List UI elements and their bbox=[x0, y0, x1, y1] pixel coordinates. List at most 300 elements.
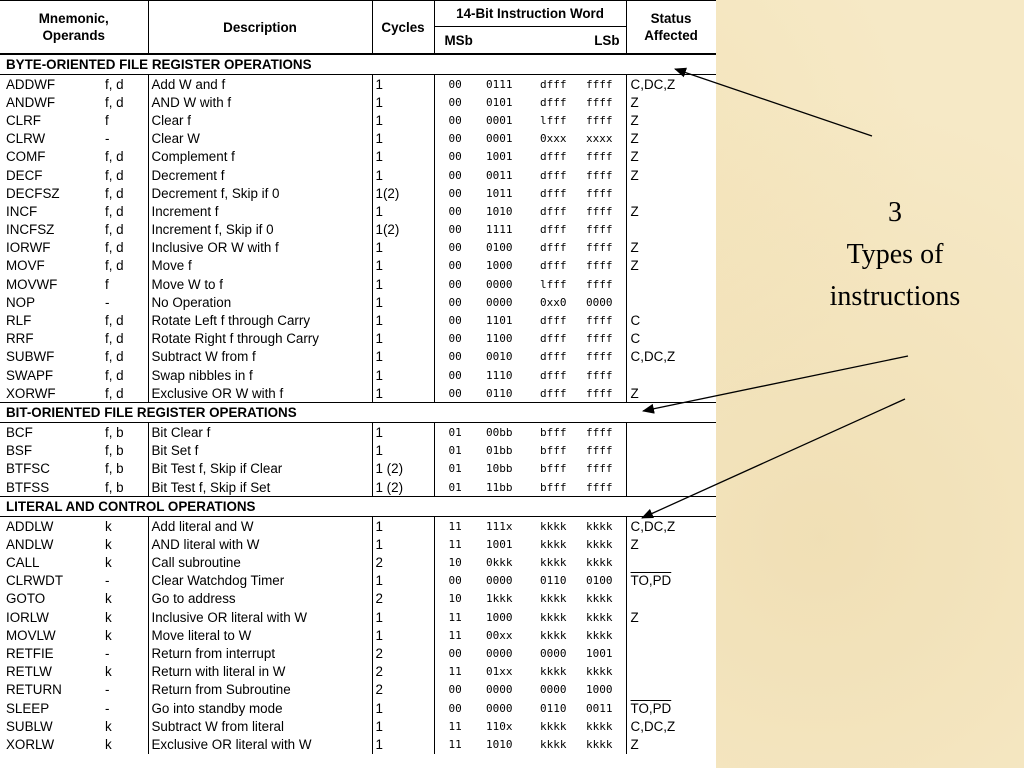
header-mnemonic: Mnemonic, bbox=[38, 11, 109, 26]
annotation-types-of: Types of bbox=[846, 239, 944, 270]
header-cycles: Cycles bbox=[372, 1, 434, 55]
description-cell: Rotate Right f through Carry bbox=[148, 330, 372, 348]
instruction-word-cell: 0000 bbox=[540, 647, 567, 661]
instruction-word-cell: 00 bbox=[448, 132, 462, 146]
instruction-word-cell: 00 bbox=[448, 186, 462, 200]
operands-cell: - bbox=[105, 294, 110, 310]
instruction-word-cell: kkkk bbox=[540, 519, 567, 533]
status-affected-cell: C bbox=[626, 330, 716, 348]
description-cell: Go into standby mode bbox=[148, 699, 372, 717]
cycles-cell: 1 bbox=[372, 608, 434, 626]
instruction-word-cell: 11 bbox=[448, 519, 462, 533]
description-cell: AND literal with W bbox=[148, 535, 372, 553]
section-title: LITERAL AND CONTROL OPERATIONS bbox=[0, 497, 716, 517]
instruction-word-cell: 11bb bbox=[486, 480, 513, 494]
instruction-word-cell: 11 bbox=[448, 737, 462, 751]
instruction-word-cell: 00 bbox=[448, 332, 462, 346]
instruction-word-cell: 00 bbox=[448, 350, 462, 364]
description-cell: Inclusive OR literal with W bbox=[148, 608, 372, 626]
instruction-word-cell: dfff bbox=[540, 150, 567, 164]
mnemonic-cell: XORLW bbox=[6, 736, 55, 752]
description-cell: Bit Test f, Skip if Set bbox=[148, 478, 372, 497]
instruction-word-cell: 11 bbox=[448, 628, 462, 642]
mnemonic-cell: MOVWF bbox=[6, 276, 58, 292]
instruction-word-cell: ffff bbox=[586, 95, 613, 109]
mnemonic-cell: ADDWF bbox=[6, 76, 56, 92]
instruction-word-cell: 1011 bbox=[486, 186, 513, 200]
instruction-word-cell: 00 bbox=[448, 113, 462, 127]
description-cell: Move f bbox=[148, 257, 372, 275]
mnemonic-cell: ANDWF bbox=[6, 94, 56, 110]
annotation-instructions: instructions bbox=[829, 281, 961, 312]
instruction-word-cell: kkkk bbox=[540, 556, 567, 570]
cycles-cell: 1 bbox=[372, 93, 434, 111]
instruction-word-cell: bfff bbox=[540, 425, 567, 439]
instruction-word-cell: 0000 bbox=[486, 701, 513, 715]
status-affected-cell: Z bbox=[626, 202, 716, 220]
operands-cell: k bbox=[105, 536, 112, 552]
cycles-cell: 1 bbox=[372, 75, 434, 94]
header-status: Status bbox=[650, 11, 692, 26]
instruction-word-cell: ffff bbox=[586, 223, 613, 237]
status-affected-cell: C,DC,Z bbox=[626, 517, 716, 536]
instruction-word-cell: 0100 bbox=[586, 574, 613, 588]
mnemonic-cell: MOVF bbox=[6, 258, 45, 274]
cycles-cell: 2 bbox=[372, 681, 434, 699]
operands-cell: f bbox=[105, 112, 109, 128]
instruction-word-cell: 0001 bbox=[486, 132, 513, 146]
status-affected-cell: Z bbox=[626, 93, 716, 111]
cycles-cell: 1 bbox=[372, 626, 434, 644]
mnemonic-cell: BCF bbox=[6, 424, 33, 440]
instruction-word-cell: 11 bbox=[448, 665, 462, 679]
instruction-word-cell: dfff bbox=[540, 168, 567, 182]
status-affected-cell: Z bbox=[626, 257, 716, 275]
instruction-word-cell: kkkk bbox=[540, 610, 567, 624]
status-affected-cell: C bbox=[626, 311, 716, 329]
operands-cell: f, b bbox=[105, 443, 124, 459]
operands-cell: f, d bbox=[105, 331, 124, 347]
mnemonic-cell: CLRF bbox=[6, 112, 41, 128]
instruction-word-cell: 00bb bbox=[486, 425, 513, 439]
status-affected-cell: Z bbox=[626, 384, 716, 403]
cycles-cell: 1 bbox=[372, 442, 434, 460]
status-affected-cell: Z bbox=[626, 608, 716, 626]
instruction-word-cell: 0000 bbox=[486, 277, 513, 291]
instruction-word-cell: ffff bbox=[586, 204, 613, 218]
status-affected-cell: Z bbox=[626, 735, 716, 753]
instruction-word-cell: dfff bbox=[540, 204, 567, 218]
description-cell: Bit Clear f bbox=[148, 423, 372, 442]
instruction-word-cell: 1100 bbox=[486, 332, 513, 346]
instruction-word-cell: 01bb bbox=[486, 444, 513, 458]
section-title: BYTE-ORIENTED FILE REGISTER OPERATIONS bbox=[0, 54, 716, 75]
description-cell: Subtract W from literal bbox=[148, 717, 372, 735]
cycles-cell: 1(2) bbox=[372, 184, 434, 202]
description-cell: AND W with f bbox=[148, 93, 372, 111]
description-cell: Clear W bbox=[148, 130, 372, 148]
instruction-word-cell: 01 bbox=[448, 425, 462, 439]
instruction-word-cell: 00 bbox=[448, 241, 462, 255]
instruction-word-cell: bfff bbox=[540, 444, 567, 458]
instruction-word-cell: 1101 bbox=[486, 314, 513, 328]
instruction-word-cell: kkkk bbox=[586, 628, 613, 642]
mnemonic-cell: CLRWDT bbox=[6, 573, 64, 589]
mnemonic-cell: SWAPF bbox=[6, 367, 54, 383]
instruction-word-cell: ffff bbox=[586, 444, 613, 458]
instruction-word-cell: lfff bbox=[540, 277, 567, 291]
description-cell: Inclusive OR W with f bbox=[148, 239, 372, 257]
operands-cell: - bbox=[105, 131, 110, 147]
instruction-word-cell: 00 bbox=[448, 701, 462, 715]
description-cell: Bit Set f bbox=[148, 442, 372, 460]
annotation-number: 3 bbox=[888, 197, 902, 228]
mnemonic-cell: RETURN bbox=[6, 682, 62, 698]
description-cell: Add W and f bbox=[148, 75, 372, 94]
instruction-word-cell: 00 bbox=[448, 277, 462, 291]
instruction-word-cell: 0000 bbox=[586, 295, 613, 309]
operands-cell: f, d bbox=[105, 76, 124, 92]
instruction-word-cell: 0000 bbox=[540, 683, 567, 697]
description-cell: Return with literal in W bbox=[148, 663, 372, 681]
operands-cell: f, d bbox=[105, 313, 124, 329]
instruction-word-cell: ffff bbox=[586, 386, 613, 400]
instruction-word-cell: kkkk bbox=[586, 737, 613, 751]
description-cell: Exclusive OR literal with W bbox=[148, 735, 372, 753]
instruction-word-cell: ffff bbox=[586, 113, 613, 127]
status-affected-cell: C,DC,Z bbox=[626, 717, 716, 735]
instruction-word-cell: ffff bbox=[586, 480, 613, 494]
instruction-word-cell: 0101 bbox=[486, 95, 513, 109]
instruction-word-cell: 10bb bbox=[486, 462, 513, 476]
instruction-word-cell: 01xx bbox=[486, 665, 513, 679]
cycles-cell: 1 bbox=[372, 166, 434, 184]
instruction-word-cell: 00 bbox=[448, 683, 462, 697]
instruction-word-cell: kkkk bbox=[586, 537, 613, 551]
instruction-word-cell: ffff bbox=[586, 241, 613, 255]
instruction-word-cell: 00 bbox=[448, 77, 462, 91]
header-affected: Affected bbox=[644, 28, 698, 43]
cycles-cell: 1 bbox=[372, 239, 434, 257]
instruction-word-cell: dfff bbox=[540, 386, 567, 400]
cycles-cell: 1 (2) bbox=[372, 478, 434, 497]
description-cell: Clear Watchdog Timer bbox=[148, 572, 372, 590]
instruction-word-cell: 00 bbox=[448, 259, 462, 273]
description-cell: Exclusive OR W with f bbox=[148, 384, 372, 403]
mnemonic-cell: COMF bbox=[6, 149, 46, 165]
instruction-word-cell: 00 bbox=[448, 95, 462, 109]
operands-cell: f, d bbox=[105, 167, 124, 183]
instruction-word-cell: kkkk bbox=[586, 719, 613, 733]
mnemonic-cell: IORLW bbox=[6, 609, 49, 625]
instruction-word-cell: 01 bbox=[448, 480, 462, 494]
instruction-word-cell: dfff bbox=[540, 259, 567, 273]
instruction-word-cell: ffff bbox=[586, 425, 613, 439]
instruction-word-cell: 0000 bbox=[486, 574, 513, 588]
instruction-word-cell: 00 bbox=[448, 150, 462, 164]
cycles-cell: 1 bbox=[372, 517, 434, 536]
operands-cell: f, d bbox=[105, 258, 124, 274]
instruction-word-cell: 0011 bbox=[486, 168, 513, 182]
arrow-to-literal-section bbox=[642, 399, 905, 518]
header-msb: MSb bbox=[434, 27, 480, 54]
instruction-word-cell: kkkk bbox=[586, 592, 613, 606]
instruction-word-cell: dfff bbox=[540, 186, 567, 200]
status-affected-cell: Z bbox=[626, 239, 716, 257]
instruction-word-cell: lfff bbox=[540, 113, 567, 127]
instruction-word-cell: dfff bbox=[540, 241, 567, 255]
status-affected-cell: Z bbox=[626, 148, 716, 166]
instruction-word-cell: 1000 bbox=[486, 610, 513, 624]
mnemonic-cell: SUBLW bbox=[6, 718, 53, 734]
cycles-cell: 1 bbox=[372, 366, 434, 384]
mnemonic-cell: BSF bbox=[6, 443, 33, 459]
mnemonic-cell: RLF bbox=[6, 313, 32, 329]
mnemonic-cell: XORWF bbox=[6, 385, 56, 401]
instruction-word-cell: kkkk bbox=[540, 737, 567, 751]
instruction-word-cell: 0110 bbox=[486, 386, 513, 400]
mnemonic-cell: ANDLW bbox=[6, 536, 54, 552]
instruction-word-cell: dfff bbox=[540, 314, 567, 328]
section-title: BIT-ORIENTED FILE REGISTER OPERATIONS bbox=[0, 403, 716, 423]
mnemonic-cell: RRF bbox=[6, 331, 34, 347]
instruction-word-cell: 0100 bbox=[486, 241, 513, 255]
status-affected-cell: Z bbox=[626, 130, 716, 148]
mnemonic-cell: MOVLW bbox=[6, 627, 56, 643]
cycles-cell: 1 bbox=[372, 257, 434, 275]
mnemonic-cell: GOTO bbox=[6, 591, 46, 607]
instruction-word-cell: kkkk bbox=[586, 610, 613, 624]
mnemonic-cell: NOP bbox=[6, 294, 36, 310]
instruction-word-cell: 10 bbox=[448, 556, 462, 570]
instruction-word-cell: bfff bbox=[540, 462, 567, 476]
cycles-cell: 2 bbox=[372, 663, 434, 681]
mnemonic-cell: INCFSZ bbox=[6, 222, 55, 238]
cycles-cell: 1 bbox=[372, 111, 434, 129]
instruction-word-cell: ffff bbox=[586, 259, 613, 273]
operands-cell: - bbox=[105, 573, 110, 589]
cycles-cell: 1 bbox=[372, 699, 434, 717]
mnemonic-cell: IORWF bbox=[6, 240, 51, 256]
mnemonic-cell: DECFSZ bbox=[6, 185, 60, 201]
instruction-word-cell: 110x bbox=[486, 719, 513, 733]
instruction-word-cell: ffff bbox=[586, 277, 613, 291]
description-cell: Rotate Left f through Carry bbox=[148, 311, 372, 329]
instruction-word-cell: 0000 bbox=[486, 683, 513, 697]
description-cell: Bit Test f, Skip if Clear bbox=[148, 460, 372, 478]
cycles-cell: 2 bbox=[372, 554, 434, 572]
instruction-word-cell: 0000 bbox=[486, 295, 513, 309]
operands-cell: f, b bbox=[105, 479, 124, 495]
operands-cell: - bbox=[105, 700, 110, 716]
instruction-word-cell: 00 bbox=[448, 314, 462, 328]
instruction-word-cell: ffff bbox=[586, 350, 613, 364]
instruction-word-cell: ffff bbox=[586, 168, 613, 182]
status-flags-overlined: TO,PD bbox=[630, 700, 672, 716]
cycles-cell: 1 bbox=[372, 148, 434, 166]
operands-cell: - bbox=[105, 646, 110, 662]
instruction-word-cell: kkkk bbox=[540, 719, 567, 733]
instruction-word-cell: xxxx bbox=[586, 132, 613, 146]
operands-cell: f, d bbox=[105, 240, 124, 256]
status-affected-cell: C,DC,Z bbox=[626, 348, 716, 366]
instruction-word-cell: 00 bbox=[448, 574, 462, 588]
description-cell: Subtract W from f bbox=[148, 348, 372, 366]
operands-cell: k bbox=[105, 609, 112, 625]
description-cell: Decrement f bbox=[148, 166, 372, 184]
cycles-cell: 1 bbox=[372, 384, 434, 403]
mnemonic-cell: INCF bbox=[6, 203, 38, 219]
operands-cell: f, b bbox=[105, 424, 124, 440]
operands-cell: f, d bbox=[105, 385, 124, 401]
instruction-word-cell: ffff bbox=[586, 314, 613, 328]
instruction-word-cell: 1001 bbox=[486, 537, 513, 551]
instruction-word-cell: 0111 bbox=[486, 77, 513, 91]
operands-cell: - bbox=[105, 682, 110, 698]
instruction-word-cell: 1010 bbox=[486, 737, 513, 751]
instruction-word-cell: kkkk bbox=[540, 537, 567, 551]
operands-cell: f bbox=[105, 276, 109, 292]
instruction-word-cell: 0010 bbox=[486, 350, 513, 364]
operands-cell: f, d bbox=[105, 222, 124, 238]
operands-cell: f, d bbox=[105, 94, 124, 110]
cycles-cell: 1(2) bbox=[372, 221, 434, 239]
description-cell: Increment f bbox=[148, 202, 372, 220]
cycles-cell: 1 bbox=[372, 348, 434, 366]
operands-cell: k bbox=[105, 627, 112, 643]
mnemonic-cell: CLRW bbox=[6, 131, 46, 147]
description-cell: Swap nibbles in f bbox=[148, 366, 372, 384]
instruction-word-cell: kkkk bbox=[586, 519, 613, 533]
operands-cell: k bbox=[105, 518, 112, 534]
operands-cell: f, b bbox=[105, 461, 124, 477]
instruction-word-cell: 0kkk bbox=[486, 556, 513, 570]
instruction-word-cell: dfff bbox=[540, 368, 567, 382]
instruction-word-cell: 0001 bbox=[486, 113, 513, 127]
mnemonic-cell: DECF bbox=[6, 167, 43, 183]
cycles-cell: 2 bbox=[372, 644, 434, 662]
instruction-word-cell: kkkk bbox=[586, 665, 613, 679]
description-cell: Go to address bbox=[148, 590, 372, 608]
instruction-word-cell: 00 bbox=[448, 368, 462, 382]
instruction-word-cell: 10 bbox=[448, 592, 462, 606]
instruction-word-cell: dfff bbox=[540, 350, 567, 364]
instruction-word-cell: ffff bbox=[586, 186, 613, 200]
instruction-word-cell: 00 bbox=[448, 386, 462, 400]
mnemonic-cell: ADDLW bbox=[6, 518, 54, 534]
operands-cell: f, d bbox=[105, 367, 124, 383]
instruction-word-cell: dfff bbox=[540, 77, 567, 91]
description-cell: Complement f bbox=[148, 148, 372, 166]
instruction-word-cell: 0110 bbox=[540, 701, 567, 715]
description-cell: Clear f bbox=[148, 111, 372, 129]
status-affected-cell: Z bbox=[626, 535, 716, 553]
instruction-word-cell: 1000 bbox=[586, 683, 613, 697]
instruction-word-cell: 1kkk bbox=[486, 592, 513, 606]
cycles-cell: 1 bbox=[372, 572, 434, 590]
description-cell: Move literal to W bbox=[148, 626, 372, 644]
cycles-cell: 1 bbox=[372, 311, 434, 329]
instruction-word-cell: ffff bbox=[586, 150, 613, 164]
instruction-word-cell: 00 bbox=[448, 223, 462, 237]
instruction-word-cell: 11 bbox=[448, 537, 462, 551]
cycles-cell: 1 bbox=[372, 202, 434, 220]
instruction-word-cell: ffff bbox=[586, 368, 613, 382]
status-affected-cell: C,DC,Z bbox=[626, 75, 716, 94]
description-cell: Return from interrupt bbox=[148, 644, 372, 662]
instruction-word-cell: 1001 bbox=[586, 647, 613, 661]
instruction-word-cell: 1110 bbox=[486, 368, 513, 382]
mnemonic-cell: BTFSC bbox=[6, 461, 50, 477]
operands-cell: k bbox=[105, 718, 112, 734]
operands-cell: f, d bbox=[105, 149, 124, 165]
instruction-word-cell: 1000 bbox=[486, 259, 513, 273]
instruction-word-cell: 00 bbox=[448, 647, 462, 661]
instruction-word-cell: kkkk bbox=[540, 592, 567, 606]
cycles-cell: 1 bbox=[372, 717, 434, 735]
instruction-word-cell: 0011 bbox=[586, 701, 613, 715]
operands-cell: f, d bbox=[105, 185, 124, 201]
instruction-word-cell: 1010 bbox=[486, 204, 513, 218]
mnemonic-cell: BTFSS bbox=[6, 479, 50, 495]
description-cell: Call subroutine bbox=[148, 554, 372, 572]
mnemonic-cell: SLEEP bbox=[6, 700, 50, 716]
cycles-cell: 1 bbox=[372, 293, 434, 311]
instruction-word-cell: kkkk bbox=[540, 665, 567, 679]
mnemonic-cell: SUBWF bbox=[6, 349, 55, 365]
instruction-word-cell: kkkk bbox=[586, 556, 613, 570]
cycles-cell: 1 (2) bbox=[372, 460, 434, 478]
status-affected-cell: Z bbox=[626, 111, 716, 129]
instruction-word-cell: 1111 bbox=[486, 223, 513, 237]
operands-cell: k bbox=[105, 664, 112, 680]
description-cell: Add literal and W bbox=[148, 517, 372, 536]
cycles-cell: 1 bbox=[372, 130, 434, 148]
instruction-word-cell: 0000 bbox=[486, 647, 513, 661]
instruction-word-cell: dfff bbox=[540, 95, 567, 109]
cycles-cell: 1 bbox=[372, 330, 434, 348]
cycles-cell: 2 bbox=[372, 590, 434, 608]
instruction-word-cell: bfff bbox=[540, 480, 567, 494]
instruction-word-cell: 01 bbox=[448, 462, 462, 476]
description-cell: No Operation bbox=[148, 293, 372, 311]
operands-cell: f, d bbox=[105, 349, 124, 365]
instruction-word-cell: ffff bbox=[586, 462, 613, 476]
instruction-word-cell: 111x bbox=[486, 519, 513, 533]
instruction-word-cell: 00 bbox=[448, 204, 462, 218]
header-instruction-word: 14-Bit Instruction Word bbox=[434, 1, 626, 27]
instruction-word-cell: ffff bbox=[586, 77, 613, 91]
status-flags-overlined: TO,PD bbox=[630, 573, 672, 589]
description-cell: Decrement f, Skip if 0 bbox=[148, 184, 372, 202]
header-description: Description bbox=[148, 1, 372, 55]
instruction-word-cell: 0xx0 bbox=[540, 295, 567, 309]
instruction-word-cell: kkkk bbox=[540, 628, 567, 642]
description-cell: Increment f, Skip if 0 bbox=[148, 221, 372, 239]
instruction-word-cell: 00 bbox=[448, 168, 462, 182]
cycles-cell: 1 bbox=[372, 535, 434, 553]
instruction-word-cell: 00 bbox=[448, 295, 462, 309]
instruction-word-cell: 01 bbox=[448, 444, 462, 458]
mnemonic-cell: CALL bbox=[6, 555, 40, 571]
instruction-word-cell: dfff bbox=[540, 223, 567, 237]
instruction-word-cell: 11 bbox=[448, 610, 462, 624]
status-affected-cell: Z bbox=[626, 166, 716, 184]
arrow-to-byte-section bbox=[675, 69, 872, 136]
instruction-word-cell: 0110 bbox=[540, 574, 567, 588]
operands-cell: f, d bbox=[105, 203, 124, 219]
description-cell: Return from Subroutine bbox=[148, 681, 372, 699]
